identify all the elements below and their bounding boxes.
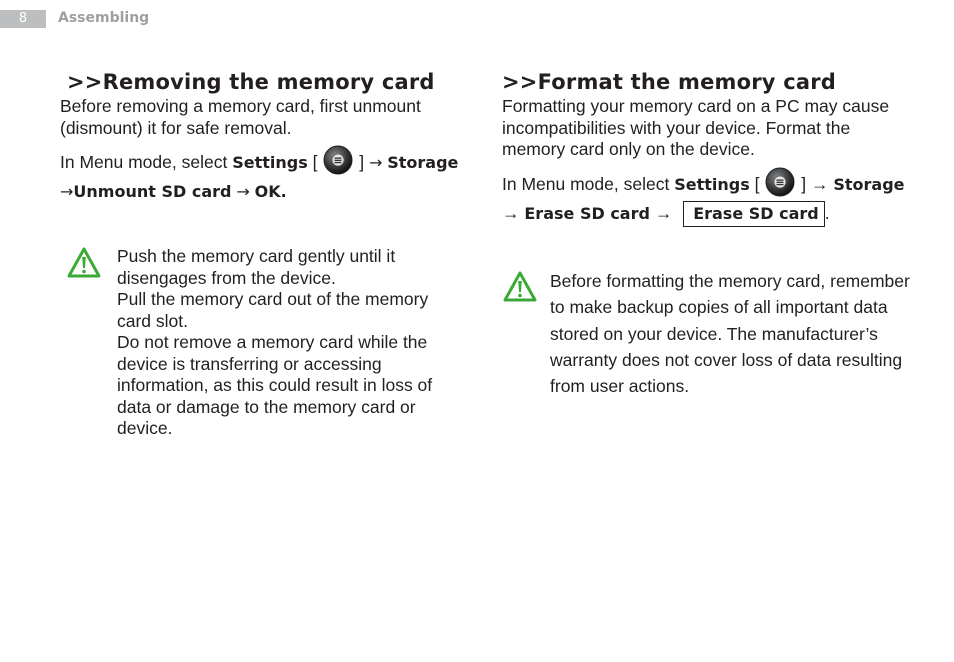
warning-line: Push the memory card gently until it disengages from the device. <box>117 246 396 288</box>
erase-sd-card-button: Erase SD card <box>683 201 825 227</box>
warning-text: Before formatting the memory card, remember to make backup copies of all important data stored on your device. The manufacturer’s warranty does not cover loss of data resulting from user actions. <box>550 271 910 397</box>
format-memory-card-section <box>502 68 912 228</box>
menu-path <box>60 148 460 206</box>
section-title: Assembling <box>58 10 150 26</box>
menu-path <box>502 170 912 228</box>
arrow-icon: → <box>810 173 829 194</box>
section-heading: >>Removing the memory card <box>67 70 435 94</box>
arrow-icon: → <box>236 182 250 201</box>
warning-line: Do not remove a memory card while the device is transferring or accessing information, as this could result in loss of data or damage to the memory card or device. <box>117 332 433 438</box>
warning-triangle-icon <box>66 246 102 280</box>
storage-label: Storage <box>833 174 905 194</box>
arrow-icon: → <box>368 153 383 172</box>
intro-text: Formatting your memory card on a PC may cause incompatibilities with your device. Format the memory card only on the device. <box>502 96 890 159</box>
period: . <box>824 202 830 223</box>
menu-button-icon <box>323 145 353 175</box>
intro-text: Before removing a memory card, first unmount (dismount) it for safe removal. <box>60 96 421 138</box>
arrow-icon: → <box>654 202 673 223</box>
bracket-open: [ <box>754 173 760 194</box>
ok-label: OK. <box>254 182 287 201</box>
unmount-sd-card-label: Unmount SD card <box>73 182 232 201</box>
warning-triangle-icon <box>502 270 538 304</box>
settings-label: Settings <box>232 153 308 172</box>
arrow-icon: → <box>60 182 74 201</box>
erase-sd-card-label: Erase SD card <box>524 203 650 223</box>
menu-prefix: In Menu mode, select <box>60 152 228 172</box>
arrow-icon: → <box>502 202 520 223</box>
warning-line: Pull the memory card out of the memory card slot. <box>117 289 429 331</box>
bracket-close: ] <box>801 173 807 194</box>
storage-label: Storage <box>387 153 459 172</box>
page-number: 8 <box>0 10 46 28</box>
menu-button-icon <box>765 167 795 197</box>
settings-label: Settings <box>674 174 750 194</box>
menu-prefix: In Menu mode, select <box>502 173 670 194</box>
section-heading: >>Format the memory card <box>502 70 837 94</box>
bracket-open: [ <box>312 152 318 172</box>
bracket-close: ] <box>359 152 365 172</box>
removing-memory-card-section <box>60 68 460 206</box>
